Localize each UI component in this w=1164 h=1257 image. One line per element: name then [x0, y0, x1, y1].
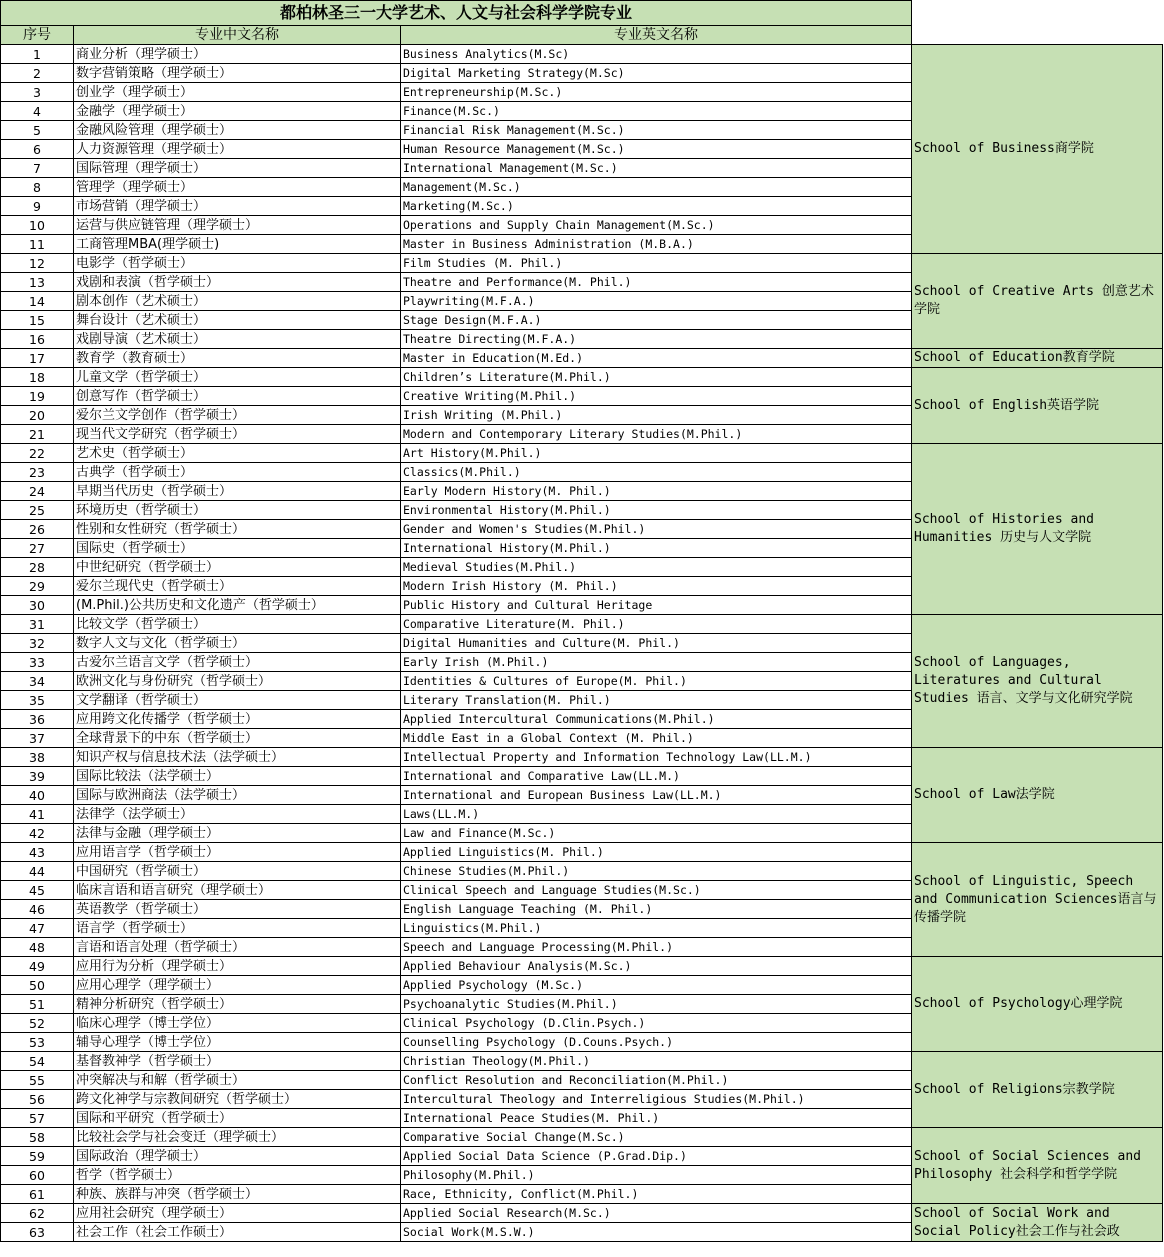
row-number: 51: [1, 995, 74, 1014]
program-name-en: Linguistics(M.Phil.): [401, 919, 912, 938]
table-row: [1, 45, 1163, 64]
row-number: 12: [1, 254, 74, 273]
program-name-cn: 工商管理MBA(理学硕士): [74, 235, 401, 254]
program-name-en: Digital Humanities and Culture(M. Phil.): [401, 634, 912, 653]
program-name-cn: 电影学（哲学硕士）: [74, 254, 401, 273]
row-number: 18: [1, 368, 74, 387]
program-name-en: Applied Behaviour Analysis(M.Sc.): [401, 957, 912, 976]
blank-cell: [912, 1, 1163, 26]
program-name-cn: 环境历史（哲学硕士）: [74, 501, 401, 520]
row-number: 17: [1, 349, 74, 368]
program-name-en: Environmental History(M.Phil.): [401, 501, 912, 520]
program-name-en: International and Comparative Law(LL.M.): [401, 767, 912, 786]
program-name-en: Creative Writing(M.Phil.): [401, 387, 912, 406]
program-name-en: Intercultural Theology and Interreligious Studies(M.Phil.): [401, 1090, 912, 1109]
program-name-cn: 教育学（教育硕士）: [74, 349, 401, 368]
program-name-cn: 文学翻译（哲学硕士）: [74, 691, 401, 710]
school-name: School of Linguistic, Speech and Communication Sciences语言与传播学院: [912, 843, 1163, 957]
program-name-cn: 辅导心理学（博士学位）: [74, 1033, 401, 1052]
row-number: 46: [1, 900, 74, 919]
program-name-cn: 精神分析研究（哲学硕士）: [74, 995, 401, 1014]
program-name-en: Human Resource Management(M.Sc.): [401, 140, 912, 159]
table-row: [1, 349, 1163, 368]
school-name: School of Psychology心理学院: [912, 957, 1163, 1052]
program-name-cn: 古典学（哲学硕士）: [74, 463, 401, 482]
row-number: 16: [1, 330, 74, 349]
program-name-cn: 中世纪研究（哲学硕士）: [74, 558, 401, 577]
program-name-cn: 全球背景下的中东（哲学硕士）: [74, 729, 401, 748]
program-name-en: Clinical Speech and Language Studies(M.Sc.): [401, 881, 912, 900]
program-name-en: Business Analytics(M.Sc): [401, 45, 912, 64]
school-name: School of Histories and Humanities 历史与人文学院: [912, 444, 1163, 615]
row-number: 28: [1, 558, 74, 577]
row-number: 6: [1, 140, 74, 159]
program-name-cn: 金融学（理学硕士）: [74, 102, 401, 121]
program-name-en: Irish Writing (M.Phil.): [401, 406, 912, 425]
row-number: 33: [1, 653, 74, 672]
program-name-en: Applied Social Data Science (P.Grad.Dip.): [401, 1147, 912, 1166]
program-name-cn: 比较社会学与社会变迁（理学硕士）: [74, 1128, 401, 1147]
table-row: [1, 254, 1163, 273]
row-number: 48: [1, 938, 74, 957]
row-number: 42: [1, 824, 74, 843]
program-name-en: International and European Business Law(LL.M.): [401, 786, 912, 805]
blank-cell: [912, 26, 1163, 45]
row-number: 25: [1, 501, 74, 520]
program-name-en: Finance(M.Sc.): [401, 102, 912, 121]
program-name-cn: 金融风险管理（理学硕士）: [74, 121, 401, 140]
program-name-en: Intellectual Property and Information Technology Law(LL.M.): [401, 748, 912, 767]
header-en: 专业英文名称: [401, 26, 912, 45]
school-name: School of Religions宗教学院: [912, 1052, 1163, 1128]
row-number: 32: [1, 634, 74, 653]
program-name-en: Classics(M.Phil.): [401, 463, 912, 482]
program-name-cn: 戏剧和表演（哲学硕士）: [74, 273, 401, 292]
program-name-cn: 法律学（法学硕士）: [74, 805, 401, 824]
program-name-en: Psychoanalytic Studies(M.Phil.): [401, 995, 912, 1014]
program-name-en: Art History(M.Phil.): [401, 444, 912, 463]
row-number: 54: [1, 1052, 74, 1071]
program-name-cn: 国际比较法（法学硕士）: [74, 767, 401, 786]
row-number: 13: [1, 273, 74, 292]
school-name: School of Creative Arts 创意艺术学院: [912, 254, 1163, 349]
program-name-en: Early Irish (M.Phil.): [401, 653, 912, 672]
row-number: 36: [1, 710, 74, 729]
program-name-en: Social Work(M.S.W.): [401, 1223, 912, 1242]
program-name-cn: 国际与欧洲商法（法学硕士）: [74, 786, 401, 805]
program-name-cn: 人力资源管理（理学硕士）: [74, 140, 401, 159]
program-name-en: Middle East in a Global Context (M. Phil.): [401, 729, 912, 748]
row-number: 22: [1, 444, 74, 463]
program-name-cn: 语言学（哲学硕士）: [74, 919, 401, 938]
row-number: 14: [1, 292, 74, 311]
row-number: 55: [1, 1071, 74, 1090]
row-number: 39: [1, 767, 74, 786]
program-name-en: Conflict Resolution and Reconciliation(M.Phil.): [401, 1071, 912, 1090]
header-no: 序号: [1, 26, 74, 45]
row-number: 1: [1, 45, 74, 64]
program-name-cn: 应用语言学（哲学硕士）: [74, 843, 401, 862]
program-name-en: Laws(LL.M.): [401, 805, 912, 824]
program-name-cn: 创业学（理学硕士）: [74, 83, 401, 102]
row-number: 34: [1, 672, 74, 691]
row-number: 5: [1, 121, 74, 140]
program-name-en: Counselling Psychology (D.Couns.Psych.): [401, 1033, 912, 1052]
row-number: 15: [1, 311, 74, 330]
row-number: 41: [1, 805, 74, 824]
program-name-en: English Language Teaching (M. Phil.): [401, 900, 912, 919]
program-name-cn: 国际和平研究（哲学硕士）: [74, 1109, 401, 1128]
row-number: 63: [1, 1223, 74, 1242]
row-number: 44: [1, 862, 74, 881]
row-number: 20: [1, 406, 74, 425]
program-name-en: Theatre and Performance(M. Phil.): [401, 273, 912, 292]
school-name: School of Education教育学院: [912, 349, 1163, 368]
program-name-en: Master in Education(M.Ed.): [401, 349, 912, 368]
row-number: 11: [1, 235, 74, 254]
program-name-en: International History(M.Phil.): [401, 539, 912, 558]
row-number: 29: [1, 577, 74, 596]
program-name-cn: 中国研究（哲学硕士）: [74, 862, 401, 881]
row-number: 4: [1, 102, 74, 121]
row-number: 7: [1, 159, 74, 178]
program-name-en: Comparative Social Change(M.Sc.): [401, 1128, 912, 1147]
program-name-cn: 欧洲文化与身份研究（哲学硕士）: [74, 672, 401, 691]
row-number: 31: [1, 615, 74, 634]
program-name-cn: 英语教学（哲学硕士）: [74, 900, 401, 919]
program-name-en: Applied Social Research(M.Sc.): [401, 1204, 912, 1223]
program-name-cn: 古爱尔兰语言文学（哲学硕士）: [74, 653, 401, 672]
program-name-en: Digital Marketing Strategy(M.Sc): [401, 64, 912, 83]
row-number: 35: [1, 691, 74, 710]
row-number: 38: [1, 748, 74, 767]
program-name-cn: 冲突解决与和解（哲学硕士）: [74, 1071, 401, 1090]
header-cn: 专业中文名称: [74, 26, 401, 45]
table-row: [1, 444, 1163, 463]
row-number: 60: [1, 1166, 74, 1185]
program-name-en: Applied Psychology (M.Sc.): [401, 976, 912, 995]
school-name: School of English英语学院: [912, 368, 1163, 444]
program-name-cn: 社会工作（社会工作硕士）: [74, 1223, 401, 1242]
row-number: 19: [1, 387, 74, 406]
program-name-cn: 种族、族群与冲突（哲学硕士）: [74, 1185, 401, 1204]
program-name-cn: 临床言语和语言研究（理学硕士）: [74, 881, 401, 900]
program-name-en: Playwriting(M.F.A.): [401, 292, 912, 311]
program-name-en: International Management(M.Sc.): [401, 159, 912, 178]
row-number: 21: [1, 425, 74, 444]
program-name-en: Law and Finance(M.Sc.): [401, 824, 912, 843]
row-number: 58: [1, 1128, 74, 1147]
program-name-cn: 性别和女性研究（哲学硕士）: [74, 520, 401, 539]
row-number: 2: [1, 64, 74, 83]
row-number: 30: [1, 596, 74, 615]
row-number: 9: [1, 197, 74, 216]
program-name-cn: 数字人文与文化（哲学硕士）: [74, 634, 401, 653]
program-name-cn: 戏剧导演（艺术硕士）: [74, 330, 401, 349]
program-name-en: Modern Irish History (M. Phil.): [401, 577, 912, 596]
program-name-en: Christian Theology(M.Phil.): [401, 1052, 912, 1071]
program-name-cn: 市场营销（理学硕士）: [74, 197, 401, 216]
table-row: [1, 615, 1163, 634]
program-name-cn: (M.Phil.)公共历史和文化遗产（哲学硕士）: [74, 596, 401, 615]
table-row: [1, 1128, 1163, 1147]
program-name-cn: 舞台设计（艺术硕士）: [74, 311, 401, 330]
program-name-cn: 言语和语言处理（哲学硕士）: [74, 938, 401, 957]
school-name: School of Law法学院: [912, 748, 1163, 843]
program-name-cn: 运营与供应链管理（理学硕士）: [74, 216, 401, 235]
row-number: 56: [1, 1090, 74, 1109]
program-name-cn: 国际政治（理学硕士）: [74, 1147, 401, 1166]
school-name: School of Business商学院: [912, 45, 1163, 254]
program-name-cn: 爱尔兰现代史（哲学硕士）: [74, 577, 401, 596]
program-name-cn: 跨文化神学与宗教间研究（哲学硕士）: [74, 1090, 401, 1109]
program-name-en: Operations and Supply Chain Management(M.Sc.): [401, 216, 912, 235]
program-name-cn: 应用社会研究（理学硕士）: [74, 1204, 401, 1223]
program-name-cn: 儿童文学（哲学硕士）: [74, 368, 401, 387]
program-name-en: Comparative Literature(M. Phil.): [401, 615, 912, 634]
row-number: 52: [1, 1014, 74, 1033]
program-name-cn: 国际管理（理学硕士）: [74, 159, 401, 178]
program-name-en: Financial Risk Management(M.Sc.): [401, 121, 912, 140]
program-name-cn: 应用行为分析（理学硕士）: [74, 957, 401, 976]
table-row: [1, 1052, 1163, 1071]
row-number: 3: [1, 83, 74, 102]
program-name-en: Children’s Literature(M.Phil.): [401, 368, 912, 387]
program-name-cn: 哲学（哲学硕士）: [74, 1166, 401, 1185]
table-row: [1, 748, 1163, 767]
row-number: 50: [1, 976, 74, 995]
program-name-cn: 数字营销策略（理学硕士）: [74, 64, 401, 83]
program-name-cn: 基督教神学（哲学硕士）: [74, 1052, 401, 1071]
table-row: [1, 957, 1163, 976]
program-name-cn: 现当代文学研究（哲学硕士）: [74, 425, 401, 444]
program-name-en: Identities & Cultures of Europe(M. Phil.): [401, 672, 912, 691]
program-name-en: Medieval Studies(M.Phil.): [401, 558, 912, 577]
program-name-en: Chinese Studies(M.Phil.): [401, 862, 912, 881]
program-name-en: Applied Intercultural Communications(M.Phil.): [401, 710, 912, 729]
program-name-cn: 临床心理学（博士学位）: [74, 1014, 401, 1033]
program-name-en: Stage Design(M.F.A.): [401, 311, 912, 330]
program-name-en: Philosophy(M.Phil.): [401, 1166, 912, 1185]
school-name: School of Social Sciences and Philosophy 社会科学和哲学学院: [912, 1128, 1163, 1204]
program-name-cn: 管理学（理学硕士）: [74, 178, 401, 197]
program-name-en: Management(M.Sc.): [401, 178, 912, 197]
row-number: 45: [1, 881, 74, 900]
row-number: 57: [1, 1109, 74, 1128]
program-name-cn: 创意写作（哲学硕士）: [74, 387, 401, 406]
program-name-en: International Peace Studies(M. Phil.): [401, 1109, 912, 1128]
program-name-cn: 比较文学（哲学硕士）: [74, 615, 401, 634]
program-name-en: Gender and Women's Studies(M.Phil.): [401, 520, 912, 539]
row-number: 26: [1, 520, 74, 539]
row-number: 27: [1, 539, 74, 558]
program-name-cn: 国际史（哲学硕士）: [74, 539, 401, 558]
program-name-cn: 法律与金融（理学硕士）: [74, 824, 401, 843]
program-name-en: Master in Business Administration (M.B.A.): [401, 235, 912, 254]
program-name-en: Clinical Psychology (D.Clin.Psych.): [401, 1014, 912, 1033]
program-name-cn: 艺术史（哲学硕士）: [74, 444, 401, 463]
school-name: School of Languages, Literatures and Cultural Studies 语言、文学与文化研究学院: [912, 615, 1163, 748]
row-number: 47: [1, 919, 74, 938]
row-number: 53: [1, 1033, 74, 1052]
program-name-cn: 知识产权与信息技术法（法学硕士）: [74, 748, 401, 767]
program-name-cn: 剧本创作（艺术硕士）: [74, 292, 401, 311]
program-name-cn: 早期当代历史（哲学硕士）: [74, 482, 401, 501]
program-name-cn: 爱尔兰文学创作（哲学硕士）: [74, 406, 401, 425]
row-number: 37: [1, 729, 74, 748]
row-number: 23: [1, 463, 74, 482]
program-name-cn: 商业分析（理学硕士）: [74, 45, 401, 64]
school-name: School of Social Work and Social Policy社会工作与社会政: [912, 1204, 1163, 1242]
program-name-en: Speech and Language Processing(M.Phil.): [401, 938, 912, 957]
program-name-en: Applied Linguistics(M. Phil.): [401, 843, 912, 862]
program-name-en: Early Modern History(M. Phil.): [401, 482, 912, 501]
row-number: 40: [1, 786, 74, 805]
program-name-en: Modern and Contemporary Literary Studies(M.Phil.): [401, 425, 912, 444]
row-number: 49: [1, 957, 74, 976]
program-name-en: Race, Ethnicity, Conflict(M.Phil.): [401, 1185, 912, 1204]
row-number: 43: [1, 843, 74, 862]
row-number: 61: [1, 1185, 74, 1204]
page-title: 都柏林圣三一大学艺术、人文与社会科学学院专业: [1, 1, 912, 26]
row-number: 59: [1, 1147, 74, 1166]
row-number: 24: [1, 482, 74, 501]
row-number: 62: [1, 1204, 74, 1223]
table-row: [1, 368, 1163, 387]
program-name-cn: 应用心理学（理学硕士）: [74, 976, 401, 995]
program-name-en: Public History and Cultural Heritage: [401, 596, 912, 615]
row-number: 8: [1, 178, 74, 197]
row-number: 10: [1, 216, 74, 235]
program-name-en: Literary Translation(M. Phil.): [401, 691, 912, 710]
program-name-en: Entrepreneurship(M.Sc.): [401, 83, 912, 102]
table-row: [1, 843, 1163, 862]
program-name-cn: 应用跨文化传播学（哲学硕士）: [74, 710, 401, 729]
program-name-en: Film Studies (M. Phil.): [401, 254, 912, 273]
program-name-en: Theatre Directing(M.F.A.): [401, 330, 912, 349]
program-name-en: Marketing(M.Sc.): [401, 197, 912, 216]
table-row: [1, 1204, 1163, 1223]
